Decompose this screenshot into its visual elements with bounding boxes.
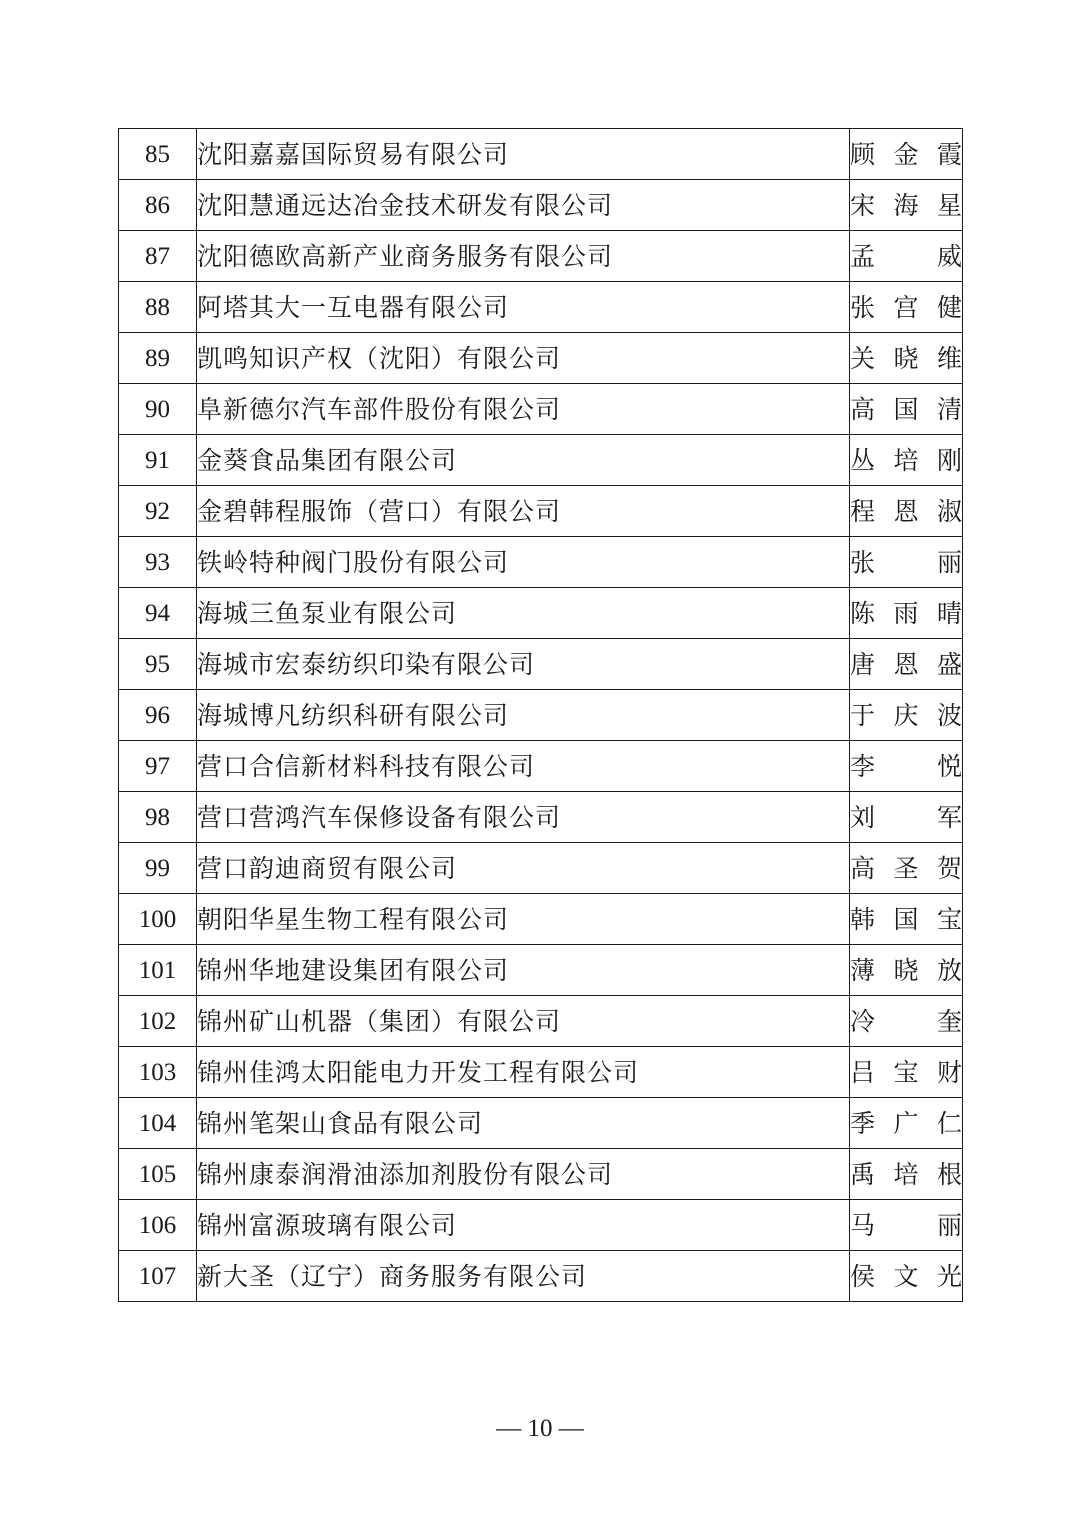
person-name-cell (850, 231, 963, 282)
person-name-cell (850, 996, 963, 1047)
row-number: 105 (119, 1149, 197, 1200)
company-roster-table (118, 128, 963, 1302)
table-row (119, 1200, 963, 1251)
person-name-cell (850, 945, 963, 996)
row-number: 98 (119, 792, 197, 843)
person-name-cell (850, 690, 963, 741)
person-name: 于 庆 波 (850, 700, 962, 730)
table-row (119, 537, 963, 588)
person-name-cell (850, 384, 963, 435)
row-number: 87 (119, 231, 197, 282)
table-row (119, 1098, 963, 1149)
person-name-cell (850, 435, 963, 486)
table-row (119, 1251, 963, 1302)
person-name-cell (850, 1047, 963, 1098)
person-name-cell (850, 843, 963, 894)
person-name-cell (850, 1251, 963, 1302)
roster-body (119, 129, 963, 1302)
table-row (119, 894, 963, 945)
row-number: 107 (119, 1251, 197, 1302)
person-name: 李 悦 (850, 751, 962, 781)
person-name-cell (850, 486, 963, 537)
person-name-cell (850, 1149, 963, 1200)
table-row (119, 996, 963, 1047)
person-name-cell (850, 894, 963, 945)
person-name: 吕 宝 财 (850, 1057, 962, 1087)
row-number: 92 (119, 486, 197, 537)
company-name: 金葵食品集团有限公司 (197, 435, 850, 486)
table-row (119, 129, 963, 180)
person-name: 冷 奎 (850, 1006, 962, 1036)
row-number: 102 (119, 996, 197, 1047)
company-name: 沈阳慧通远达冶金技术研发有限公司 (197, 180, 850, 231)
person-name-cell (850, 333, 963, 384)
company-name: 阜新德尔汽车部件股份有限公司 (197, 384, 850, 435)
person-name: 高 国 清 (850, 394, 962, 424)
person-name-cell (850, 639, 963, 690)
company-name: 锦州矿山机器（集团）有限公司 (197, 996, 850, 1047)
table-row (119, 690, 963, 741)
company-name: 海城博凡纺织科研有限公司 (197, 690, 850, 741)
person-name: 季 广 仁 (850, 1108, 962, 1138)
company-name: 阿塔其大一互电器有限公司 (197, 282, 850, 333)
person-name: 刘 军 (850, 802, 962, 832)
row-number: 85 (119, 129, 197, 180)
company-name: 新大圣（辽宁）商务服务有限公司 (197, 1251, 850, 1302)
table-row (119, 945, 963, 996)
table-row (119, 486, 963, 537)
row-number: 86 (119, 180, 197, 231)
row-number: 100 (119, 894, 197, 945)
table-row (119, 435, 963, 486)
table-row (119, 639, 963, 690)
company-name: 凯鸣知识产权（沈阳）有限公司 (197, 333, 850, 384)
company-name: 锦州华地建设集团有限公司 (197, 945, 850, 996)
table-row (119, 1149, 963, 1200)
person-name-cell (850, 180, 963, 231)
company-name: 营口合信新材料科技有限公司 (197, 741, 850, 792)
company-name: 营口韵迪商贸有限公司 (197, 843, 850, 894)
row-number: 89 (119, 333, 197, 384)
table-row (119, 231, 963, 282)
company-name: 沈阳嘉嘉国际贸易有限公司 (197, 129, 850, 180)
row-number: 88 (119, 282, 197, 333)
row-number: 101 (119, 945, 197, 996)
company-name: 锦州富源玻璃有限公司 (197, 1200, 850, 1251)
company-name: 沈阳德欧高新产业商务服务有限公司 (197, 231, 850, 282)
table-row (119, 180, 963, 231)
company-name: 铁岭特种阀门股份有限公司 (197, 537, 850, 588)
person-name: 韩 国 宝 (850, 904, 962, 934)
table-row (119, 1047, 963, 1098)
row-number: 96 (119, 690, 197, 741)
table-row (119, 384, 963, 435)
person-name-cell (850, 1200, 963, 1251)
person-name: 关 晓 维 (850, 343, 962, 373)
person-name-cell (850, 1098, 963, 1149)
person-name: 薄 晓 放 (850, 955, 962, 985)
table-row (119, 741, 963, 792)
person-name-cell (850, 792, 963, 843)
row-number: 95 (119, 639, 197, 690)
table-row (119, 792, 963, 843)
person-name: 顾 金 霞 (850, 139, 962, 169)
person-name: 张 丽 (850, 547, 962, 577)
row-number: 91 (119, 435, 197, 486)
person-name: 陈 雨 晴 (850, 598, 962, 628)
page-number: — 10 — (496, 1415, 584, 1442)
table-row (119, 333, 963, 384)
row-number: 93 (119, 537, 197, 588)
person-name-cell (850, 537, 963, 588)
person-name: 张 宫 健 (850, 292, 962, 322)
company-name: 金碧韩程服饰（营口）有限公司 (197, 486, 850, 537)
table-row (119, 588, 963, 639)
person-name: 孟 威 (850, 241, 962, 271)
person-name: 唐 恩 盛 (850, 649, 962, 679)
person-name-cell (850, 741, 963, 792)
row-number: 106 (119, 1200, 197, 1251)
row-number: 99 (119, 843, 197, 894)
row-number: 103 (119, 1047, 197, 1098)
table-row (119, 282, 963, 333)
table-row (119, 843, 963, 894)
person-name: 宋 海 星 (850, 190, 962, 220)
person-name-cell (850, 129, 963, 180)
company-name: 海城三鱼泵业有限公司 (197, 588, 850, 639)
person-name: 丛 培 刚 (850, 445, 962, 475)
row-number: 90 (119, 384, 197, 435)
row-number: 94 (119, 588, 197, 639)
company-name: 海城市宏泰纺织印染有限公司 (197, 639, 850, 690)
person-name: 禹 培 根 (850, 1159, 962, 1189)
row-number: 97 (119, 741, 197, 792)
person-name: 高 圣 贺 (850, 853, 962, 883)
company-name: 锦州佳鸿太阳能电力开发工程有限公司 (197, 1047, 850, 1098)
person-name: 侯 文 光 (850, 1261, 962, 1291)
company-name: 朝阳华星生物工程有限公司 (197, 894, 850, 945)
company-name: 营口营鸿汽车保修设备有限公司 (197, 792, 850, 843)
company-name: 锦州康泰润滑油添加剂股份有限公司 (197, 1149, 850, 1200)
person-name: 马 丽 (850, 1210, 962, 1240)
person-name-cell (850, 588, 963, 639)
row-number: 104 (119, 1098, 197, 1149)
person-name-cell (850, 282, 963, 333)
person-name: 程 恩 淑 (850, 496, 962, 526)
company-name: 锦州笔架山食品有限公司 (197, 1098, 850, 1149)
